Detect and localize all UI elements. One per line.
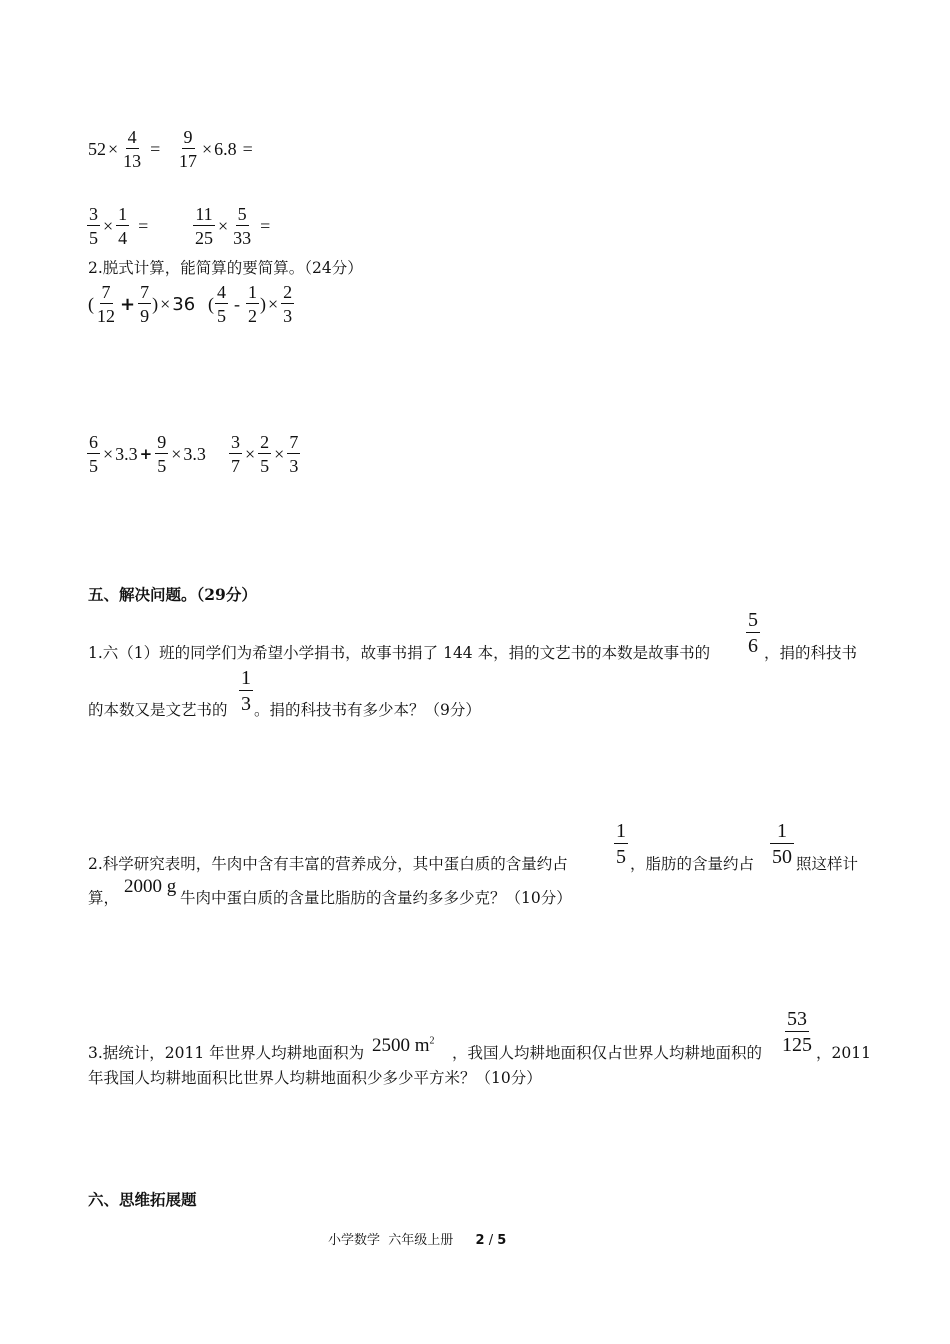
times-sign: × xyxy=(160,293,171,314)
equals-sign: = xyxy=(150,138,161,159)
expr-11-25-times-5-33 xyxy=(192,205,272,247)
times-sign: × xyxy=(171,443,182,464)
fraction-1-5: $\frac{1}{5}$ xyxy=(616,820,626,868)
fraction: $\frac{5}{33}$ xyxy=(233,204,252,248)
times-sign: × xyxy=(108,138,119,159)
fraction: $\frac{7}{12}$ xyxy=(97,282,115,326)
fraction: $\frac{2}{3}$ xyxy=(283,282,293,326)
fraction-1-3: $\frac{1}{3}$ xyxy=(241,667,251,715)
page-total: 5 xyxy=(497,1233,507,1248)
fraction: $\frac{4}{13}$ xyxy=(123,127,142,171)
expr-3-7-times-2-5-times-7-3 xyxy=(228,433,301,475)
number: 52 xyxy=(88,138,106,159)
equals-sign: = xyxy=(260,215,271,236)
mass-2000g: 2000 g xyxy=(124,876,177,897)
page-footer xyxy=(328,1229,506,1248)
expr-9-17-times-6-8 xyxy=(176,128,255,170)
area-2500-m2 xyxy=(372,1035,435,1057)
fraction: $\frac{7}{3}$ xyxy=(289,432,299,476)
minus-sign: - xyxy=(234,293,240,314)
fraction-53-125: $\frac{53}{125}$ xyxy=(782,1008,812,1056)
times-sign: × xyxy=(218,215,229,236)
section-6-title: 六、思维拓展题 xyxy=(88,1190,197,1209)
equals-sign: = xyxy=(138,215,149,236)
problem-1-line-2a: 的本数又是文艺书的 xyxy=(88,701,228,719)
fraction-5-6: $\frac{5}{6}$ xyxy=(748,609,758,657)
fraction: $\frac{9}{5}$ xyxy=(157,432,167,476)
number: 36 xyxy=(172,293,196,315)
expr-4-5-minus-1-2-times-2-3 xyxy=(208,283,295,325)
number: 6.8 xyxy=(214,138,237,159)
expr-7-12-plus-7-9-times-36 xyxy=(88,283,195,325)
problem-2-line-1a: 2.科学研究表明，牛肉中含有丰富的营养成分，其中蛋白质的含量约占 xyxy=(88,855,568,873)
expr-3-5-times-1-4 xyxy=(86,205,150,247)
times-sign: × xyxy=(268,293,279,314)
superscript: 2 xyxy=(429,1035,435,1047)
problem-3-line-1a: 3.据统计，2011 年世界人均耕地面积为 xyxy=(88,1044,365,1062)
times-sign: × xyxy=(245,443,256,464)
fraction: $\frac{2}{5}$ xyxy=(260,432,270,476)
plus-sign: + xyxy=(139,445,153,463)
footer-text: 小学数学 六年级上册 xyxy=(328,1233,454,1248)
area-value: 2500 m xyxy=(372,1035,430,1056)
problem-1-line-1-end: ，捐的科技书 xyxy=(764,644,858,662)
problem-3-line-1b: ，我国人均耕地面积仅占世界人均耕地面积的 xyxy=(452,1044,763,1062)
number: 3.3 xyxy=(115,443,138,464)
fraction: $\frac{3}{5}$ xyxy=(89,204,98,248)
left-paren: ( xyxy=(88,293,94,314)
fraction: $\frac{3}{7}$ xyxy=(231,432,240,476)
equals-sign: = xyxy=(242,138,253,159)
fraction: $\frac{7}{9}$ xyxy=(140,282,150,326)
problem-1-line-1 xyxy=(88,641,710,663)
times-sign: × xyxy=(274,443,285,464)
fraction-1-50: $\frac{1}{50}$ xyxy=(772,820,792,868)
fraction: $\frac{4}{5}$ xyxy=(217,282,226,326)
problem-2-line-2a: 算， xyxy=(88,889,120,907)
fraction: $\frac{6}{5}$ xyxy=(89,432,98,476)
question-2-title: 2.脱式计算，能简算的要简算。（24分） xyxy=(88,259,363,277)
plus-sign: + xyxy=(120,293,136,315)
problem-2-line-2b: 牛肉中蛋白质的含量比脂肪的含量约多多少克？（10分） xyxy=(180,889,572,907)
times-sign: × xyxy=(103,443,114,464)
section-5-title: 五、解决问题。（29分） xyxy=(88,585,257,604)
problem-3-line-1c: ，2011 xyxy=(816,1044,871,1062)
page-number: 2 xyxy=(475,1233,485,1248)
problem-3-line-2: 年我国人均耕地面积比世界人均耕地面积少多少平方米？（10分） xyxy=(88,1069,542,1087)
expr-52-times-4-13 xyxy=(88,128,162,170)
problem-2-line-1b: ，脂肪的含量约占 xyxy=(630,855,755,873)
page-separator: / xyxy=(488,1233,494,1248)
left-paren: ( xyxy=(208,293,214,314)
number: 3.3 xyxy=(183,443,206,464)
problem-text: 1.六（1）班的同学们为希望小学捐书，故事书捐了 144 本，捐的文艺书的本数是故事书的 xyxy=(88,644,711,662)
problem-1-line-2b: 。捐的科技书有多少本？（9分） xyxy=(254,701,481,719)
fraction: $\frac{9}{17}$ xyxy=(179,127,197,171)
times-sign: × xyxy=(202,138,213,159)
fraction: $\frac{1}{2}$ xyxy=(248,282,257,326)
expr-6-5-times-3-3-plus-9-5-times-3-3 xyxy=(86,433,206,475)
fraction: $\frac{1}{4}$ xyxy=(118,204,128,248)
times-sign: × xyxy=(103,215,114,236)
right-paren: ) xyxy=(152,293,159,314)
right-paren: ) xyxy=(260,293,266,314)
problem-2-line-1c: 照这样计 xyxy=(796,855,859,873)
fraction: $\frac{11}{25}$ xyxy=(195,204,213,248)
